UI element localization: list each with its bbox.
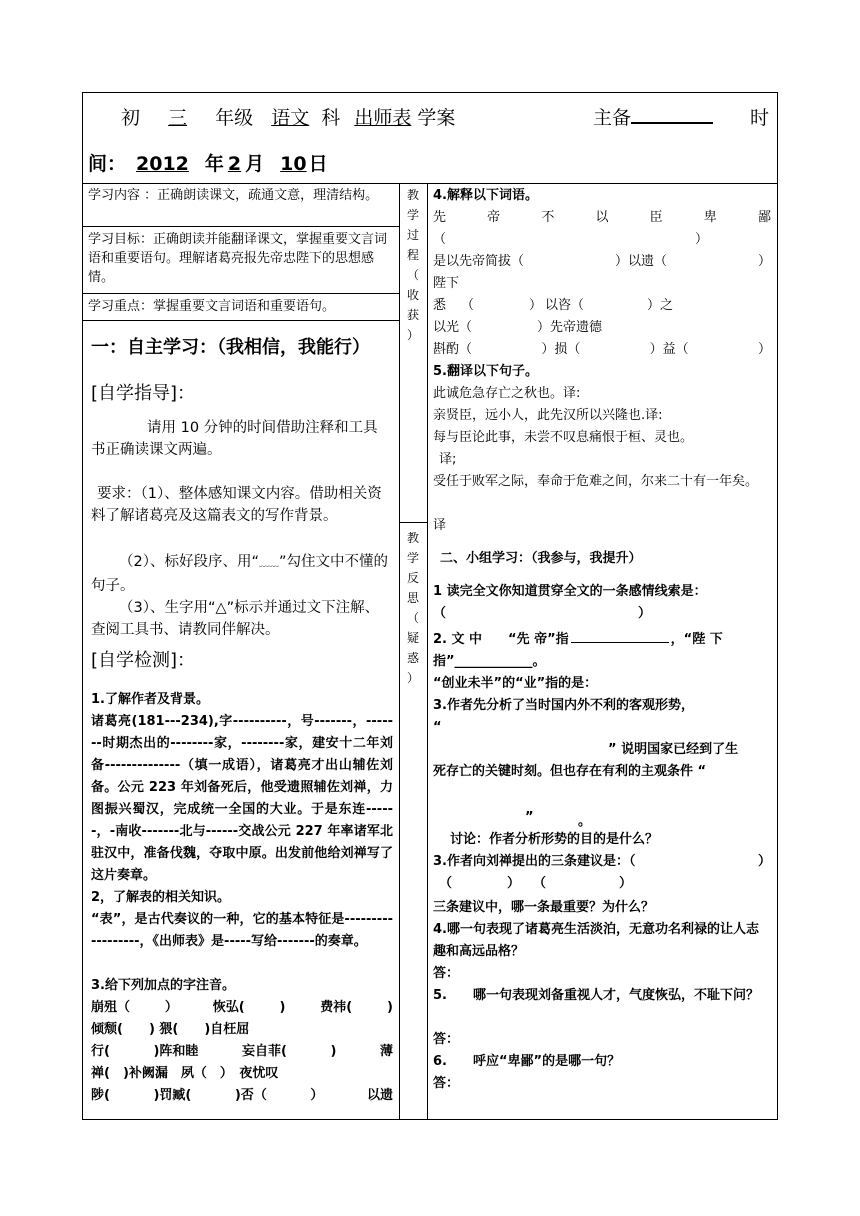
grade-prefix: 初 <box>121 107 141 129</box>
label-char: ） <box>406 671 419 685</box>
bracket: ） <box>638 606 652 621</box>
q5-sentence-4: 受任于败军之际，奉命于危难之间，尔来二十有一年矣。 <box>433 474 759 489</box>
q2-text: “表”，是古代奏议的一种，它的基本特征是------------------，《出师表》是-----写给-------的奏章。 <box>91 912 393 949</box>
q3-row-5-cell: 以遗 <box>366 1088 393 1103</box>
g2-text: 2. 文 中 “先 帝”指 <box>433 632 569 647</box>
g3-line-4: 死存亡的关键时刻。但也存在有利的主观条件 “ <box>433 764 707 779</box>
q4-row-1-cell: 鄙 <box>757 210 771 225</box>
g2-line-2: 指”____________。 <box>433 654 546 669</box>
bracket: ） <box>695 232 709 247</box>
q4-row-3-cell: （ <box>461 298 475 313</box>
q3-row-5 <box>91 1085 393 1107</box>
bracket: （ <box>533 876 547 891</box>
day-unit: 日 <box>308 153 328 175</box>
g3-quote-open: “ <box>433 720 442 735</box>
q4-row-2b: 陛下 <box>433 276 460 291</box>
lesson-title: 出师表 <box>354 107 412 129</box>
date-year: 2012 <box>136 153 189 175</box>
subject-value: 语文 <box>271 107 310 129</box>
q4-row-1-cell: 臣 <box>649 210 663 225</box>
date-label: 间： <box>88 153 127 175</box>
g3b-text: 3.作者向刘禅提出的三条建议是：（ <box>433 854 636 869</box>
q4-row-5-cell: 斟酌（ <box>433 342 473 357</box>
learning-content: 学习内容 ：正确朗读课文，疏通文意，理清结构。 <box>83 183 399 227</box>
q3-row-3-cell: 薄 <box>379 1044 393 1059</box>
q1-text: 诸葛亮(181---234),字----------，号-------，-------时期杰出的--------家，--------家，建安十二年刘备--------------（填一成语），诸葛亮才出山辅佐刘备。公元 223 年刘备死后，他受遗照辅佐刘禅，力图振兴蜀汉，完成统一全国的大业。于是东连------，-南收-------北与------交战公元 227 年率诸军北驻汉中，准备伐魏，夺取中原。出发前他给刘禅写了这片奏章。 <box>91 714 393 883</box>
g3-question: 3.作者先分析了当时国内外不利的客观形势， <box>433 698 694 713</box>
q3-row-3-cell: 行( <box>91 1044 110 1059</box>
label-char: 收 <box>406 288 419 302</box>
date-month: 2 <box>227 153 242 175</box>
g5-question: 5. 哪一句表现刘备重视人才，气度恢弘，不耻下问？ <box>433 988 759 1003</box>
q3-row-3-cell: ) <box>330 1044 337 1059</box>
q4-row-3-cell: ）之 <box>647 298 674 313</box>
column-divider <box>399 522 427 523</box>
g3b-followup: 三条建议中，哪一条最重要？为什么？ <box>433 900 655 915</box>
worksheet-table <box>82 92 778 1120</box>
bracket: （ <box>439 876 453 891</box>
label-char: （ <box>406 611 419 625</box>
q5-sentence-2: 亲贤臣，远小人，此先汉所以兴隆也.译: <box>433 408 663 423</box>
discussion: 讨论：作者分析形势的目的是什么？ <box>450 832 659 847</box>
host-blank <box>631 122 713 124</box>
date-line <box>88 149 328 176</box>
g2-text: ，“陛 下 <box>670 632 723 647</box>
bracket: （ <box>433 232 447 247</box>
q3-row-5-cell: 陟( <box>91 1088 110 1103</box>
label-char: 过 <box>406 228 419 242</box>
month-unit: 月 <box>245 153 265 175</box>
q4-row-5 <box>433 339 771 361</box>
bracket: ） <box>619 876 633 891</box>
year-unit: 年 <box>204 153 224 175</box>
guide-title: [自学指导]： <box>91 383 196 404</box>
host-label: 主备 <box>593 107 632 129</box>
q4-row-4: 以光（ ）先帝遗德 <box>433 320 603 335</box>
header <box>83 93 777 184</box>
q3-row-2: 倾颓( ) 猥( )自枉屈 <box>91 1022 250 1037</box>
grade-suffix: 年级 <box>215 107 254 129</box>
g2-line-3: “创业未半”的“业”指的是： <box>433 676 598 691</box>
q3-row-1-cell: 费祎( <box>320 1000 353 1015</box>
q3-row-5-cell: ） <box>310 1088 324 1103</box>
q3-row-1-cell: ） <box>164 1000 178 1015</box>
g2-question <box>433 629 771 651</box>
q3-row-3-cell: )阵和睦 <box>153 1044 199 1059</box>
label-char: 获 <box>406 308 419 322</box>
middle-column <box>399 183 428 1120</box>
guide-text: 请用 10 分钟的时间借助注释和工具书正确读课文两遍。 <box>91 420 378 458</box>
q2-title: 2，了解表的相关知识。 <box>91 890 231 905</box>
q4-row-5-cell: ）损（ <box>541 342 581 357</box>
header-line-1 <box>121 103 455 130</box>
q5-sentence-3: 每与臣论此事，未尝不叹息痛恨于桓、灵也。 <box>433 430 694 445</box>
q4-row-5-cell: ）益（ <box>649 342 689 357</box>
label-char: 疑 <box>406 631 419 645</box>
self-check-title: [自学检测]： <box>91 650 196 671</box>
q3-row-1 <box>91 997 393 1019</box>
label-char: 惑 <box>406 651 419 665</box>
q4-row-2-cell: 是以先帝简拔（ <box>433 254 525 269</box>
g4-question: 4.哪一句表现了诸葛亮生活淡泊，无意功名利禄的让人志趣和高远品格？ <box>433 922 759 959</box>
process-label <box>399 185 427 345</box>
learning-goal: 学习目标：正确朗读并能翻译课文，掌握重要文言词语和重要语句。理解诸葛亮报先帝忠陛下的思想感情。 <box>83 227 399 294</box>
q3-row-3 <box>91 1041 393 1063</box>
time-label: 时 <box>750 107 770 129</box>
q4-row-3-cell: 以咨（ <box>545 298 585 313</box>
q4-row-1-cell: 卑 <box>703 210 717 225</box>
q5-sentence-3-translate: 译; <box>439 452 457 467</box>
g5-answer: 答： <box>433 1032 460 1047</box>
section-group-study: 二、小组学习：（我参与，我提升） <box>440 551 642 566</box>
q4-row-3-cell: ） <box>529 298 543 313</box>
q3-row-1-cell: ) <box>279 1000 286 1015</box>
grade-value: 三 <box>168 107 188 129</box>
q3-row-3-cell: 妄自菲( <box>241 1044 287 1059</box>
q4-row-3 <box>433 295 683 317</box>
g2-blank <box>571 642 669 643</box>
q4-row-2 <box>433 251 771 273</box>
label-char: 思 <box>406 591 419 605</box>
q4-row-3-cell: 悉 <box>433 298 447 313</box>
q4-row-1-cell: 不 <box>541 210 555 225</box>
host-field <box>593 103 713 130</box>
label-char: 反 <box>406 571 419 585</box>
q3-title: 3.给下列加点的字注音。 <box>91 978 235 993</box>
g6-question: 6. 呼应“卑鄙”的是哪一句？ <box>433 1054 621 1069</box>
q3-row-5-cell: )罚臧( <box>153 1088 192 1103</box>
q4-row-1 <box>433 207 771 229</box>
bracket: ） <box>757 854 771 869</box>
q5-title: 5.翻译以下句子。 <box>433 364 538 379</box>
subject-suffix: 科 <box>321 107 341 129</box>
q4-row-2-cell: ）以遗（ <box>614 254 667 269</box>
q4-row-2-cell: ） <box>757 254 771 269</box>
label-char: （ <box>406 268 419 282</box>
g1-blank <box>433 603 653 625</box>
requirement-2-text-b: ”勾住文中不懂的句子。 <box>91 554 389 594</box>
q4-row-1b <box>433 229 709 251</box>
q3-row-5-cell: )否（ <box>234 1088 267 1103</box>
q3-row-1-cell: 恢弘( <box>212 1000 245 1015</box>
label-char: 学 <box>406 208 419 222</box>
g1-question: 1 读完全文你知道贯穿全文的一条感情线索是： <box>433 584 707 599</box>
g3-period: 。 <box>578 814 592 829</box>
right-column <box>428 183 777 1120</box>
q4-title: 4.解释以下词语。 <box>433 188 538 203</box>
q4-row-1-cell: 以 <box>595 210 609 225</box>
q4-row-5-cell: ） <box>757 342 771 357</box>
date-day: 10 <box>280 153 307 175</box>
label-char: 学 <box>406 551 419 565</box>
q5-sentence-1: 此诚危急存亡之秋也。译: <box>433 386 581 401</box>
bracket: ） <box>507 876 521 891</box>
reflection-label <box>399 528 427 688</box>
section-self-study: 一：自主学习：（我相信，我能行） <box>91 337 370 358</box>
label-char: 程 <box>406 248 419 262</box>
g6-answer: 答： <box>433 1076 460 1091</box>
g3b-question <box>433 851 771 873</box>
label-char: 教 <box>406 188 419 202</box>
q3-row-4: 禅( )补阙漏 夙（ ） 夜忧叹 <box>91 1066 279 1081</box>
g3-quote-close: ” 说明国家已经到了生 <box>608 742 739 757</box>
label-char: 教 <box>406 531 419 545</box>
q1-title: 1.了解作者及背景。 <box>91 692 209 707</box>
requirement-2 <box>91 551 393 597</box>
q3-row-1-cell: 崩殂（ <box>91 1000 131 1015</box>
q3-row-1-cell: ) <box>387 1000 393 1015</box>
wavy-mark-icon: ﹏﹏ <box>259 558 279 569</box>
plan-label: 学案 <box>417 107 456 129</box>
label-char: ） <box>406 328 419 342</box>
q5-sentence-4-translate: 译 <box>433 518 447 533</box>
requirement-3: （3）、生字用“△”标示并通过文下注解、查阅工具书、请教同伴解决。 <box>91 600 380 638</box>
left-column <box>83 183 400 1120</box>
q4-row-1-cell: 帝 <box>487 210 501 225</box>
requirement-1: 要求：（1）、整体感知课文内容。借助相关资料了解诸葛亮及这篇表文的写作背景。 <box>91 486 382 524</box>
q4-row-1-cell: 先 <box>433 210 447 225</box>
learning-focus: 学习重点：掌握重要文言词语和重要语句。 <box>83 294 399 321</box>
g4-answer: 答： <box>433 966 460 981</box>
bracket: （ <box>433 606 447 621</box>
g3-quote-end: ” <box>525 810 534 825</box>
requirement-2-text-a: （2）、标好段序、用“ <box>119 554 259 570</box>
